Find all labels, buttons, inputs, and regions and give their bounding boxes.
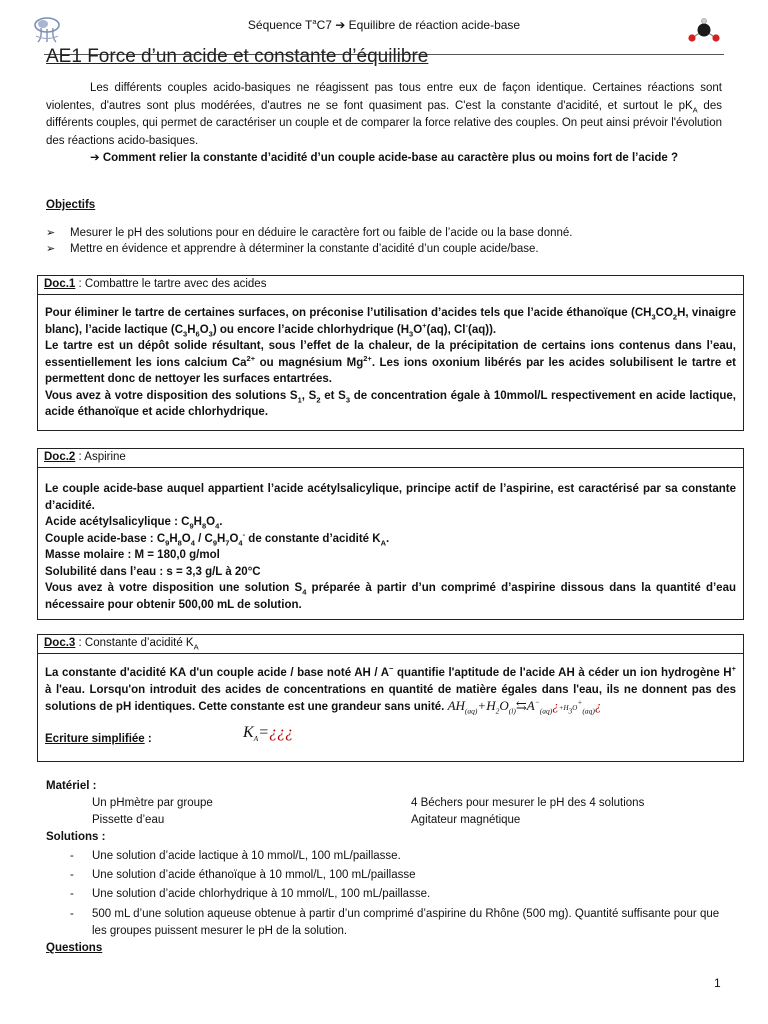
reaction-equation: $AH_{(aq)}+H_2O_{(l)}⇆A^-_{(aq)}¿+H_3O^+_{(aq)}¿$ <box>447 697 602 716</box>
solution-item: - Une solution d’acide éthanoïque à 10 mmol/L, 100 mL/paillasse <box>70 869 416 881</box>
doc3-body: La constante d'acidité KA d'un couple acide / base noté AH / A− quantifie l'aptitude de l'acide AH à céder un ion hydrogène H+ à l'eau. Lorsqu'on introduit des acides de concentrations en quantité de matière égales dans l'eau, ils ne donnent pas des solutions de pH identiques. Cette constante est une grandeur sans unité. $AH_{(aq)}+H_2O_{(l)}⇆A^-_{(aq)}¿+H_3O^+_{(aq)}¿$ Ecriture simplifiée : $K_A=¿¿¿$ <box>45 654 736 749</box>
objectives-list <box>46 225 722 257</box>
page-header <box>0 14 768 40</box>
doc2-box <box>37 448 744 620</box>
intro-section <box>46 80 722 168</box>
doc1-header: Doc.1 : Combattre le tartre avec des acides <box>38 276 743 295</box>
doc2-body: Le couple acide-base auquel appartient l’acide acétylsalicylique, principe actif de l’aspirine, est caractérisé par sa constante d’acidité. Acide acétylsalicylique : $C_9H_8O_4$. Couple acide-base : $C_9H_8O_4 / C_9H_7O_4^-$ de constante d’acidité $K_A$. Masse molaire : M = 180,0 g/mol Solubilité dans l’eau : s = 3,3 g/L à 20°C Vous avez à votre disposition une solution $S_4$ préparée à partir d’un comprimé d’aspirine dissous dans la quantité d’eau nécessaire pour obtenir 500,00 mL de solution. <box>45 483 736 611</box>
objectives-heading: Objectifs <box>46 199 96 211</box>
page-title: AE1 Force d’un acide et constante d’équilibre <box>46 46 429 67</box>
doc1-box <box>37 275 744 431</box>
solutions-heading: Solutions : <box>46 831 106 843</box>
ka-formula: $K_A=¿¿¿$ <box>243 723 294 743</box>
solution-item: - Une solution d’acide chlorhydrique à 10 mmol/L, 100 mL/paillasse. <box>70 888 431 900</box>
arrow-bullet-icon: ➢ <box>46 243 56 255</box>
materials-heading: Matériel : <box>46 780 97 792</box>
arrow-bullet-icon: ➢ <box>46 227 56 239</box>
page-number: 1 <box>714 976 721 990</box>
doc2-header: Doc.2 : Aspirine <box>38 449 743 468</box>
header-title: Séquence $T^aC7$ ➔ Equilibre de réaction acide-base <box>247 17 521 32</box>
doc3-box <box>37 634 744 762</box>
solutions-list <box>46 847 726 940</box>
molecule-icon <box>684 18 724 44</box>
doc1-body: Pour éliminer le tartre de certaines surfaces, on préconise l’utilisation d’acides tels que l’acide éthanoïque ($CH_3CO_2H$, vinaigre blanc), l’acide lactique $(C_3H_6O_3)$ ou encore l’acide chlorhydrique ($H_3O^+(aq)$, Cl-(aq)). Le tartre est un dépôt solide résultant, sous l’effet de la chaleur, de la précipitation de certains ions contenus dans l’eau, essentiellement les ions calcium $Ca^{2+}$ ou magnésium $Mg^{2+}$. Les ions oxonium libérés par les acides solubilisent le tartre et permettent donc de nettoyer les surfaces entartrées. Vous avez à votre disposition des solutions $S_1$, $S_2$ et $S_3$ de concentration égale à 10mmol/L respectivement en acide lactique, acide éthanoïque et acide chlorhydrique. <box>45 307 736 418</box>
objective-item: ➢ Mettre en évidence et apprendre à déterminer la constante d’acidité d’un couple acide/base. <box>46 243 539 255</box>
materials-row: Pissette d’eau Agitateur magnétique <box>92 814 521 826</box>
guiding-question: ➔ Comment relier la constante d’acidité d’un couple acide-base au caractère plus ou moins fort de l’acide ? <box>90 152 678 164</box>
doc3-header: Doc.3 : Constante d’acidité $K_A$ <box>38 635 743 654</box>
materials-section <box>46 778 726 956</box>
materials-row: Un pHmètre par groupe 4 Béchers pour mesurer le pH des 4 solutions <box>92 797 645 809</box>
intro-paragraph: Les différents couples acido-basiques ne réagissent pas tous entre eux de façon identique. Certaines réactions sont violentes, d'autres sont plus modérées, d'autres ne se font quasiment pas. C'est la constante d'acidité, et surtout le $pK_A$ des différents couples, qui permet de caractériser un couple et de comparer la force relative des couples. On peut ainsi prévoir l'évolution des réactions acido-basiques. <box>46 82 722 147</box>
solution-item: - 500 mL d’une solution aqueuse obtenue à partir d’un comprimé d’aspirine du Rhône (500 mg). Quantité suffisante pour que les groupes puissent mesurer le pH de la solution. <box>70 908 720 937</box>
simplified-writing: Ecriture simplifiée : $K_A=¿¿¿$ <box>45 723 294 745</box>
solution-item: - Une solution d’acide lactique à 10 mmol/L, 100 mL/paillasse. <box>70 850 401 862</box>
objective-item: ➢ Mesurer le pH des solutions pour en déduire le caractère fort ou faible de l’acide ou la base donné. <box>46 227 573 239</box>
questions-heading: Questions <box>46 942 103 954</box>
